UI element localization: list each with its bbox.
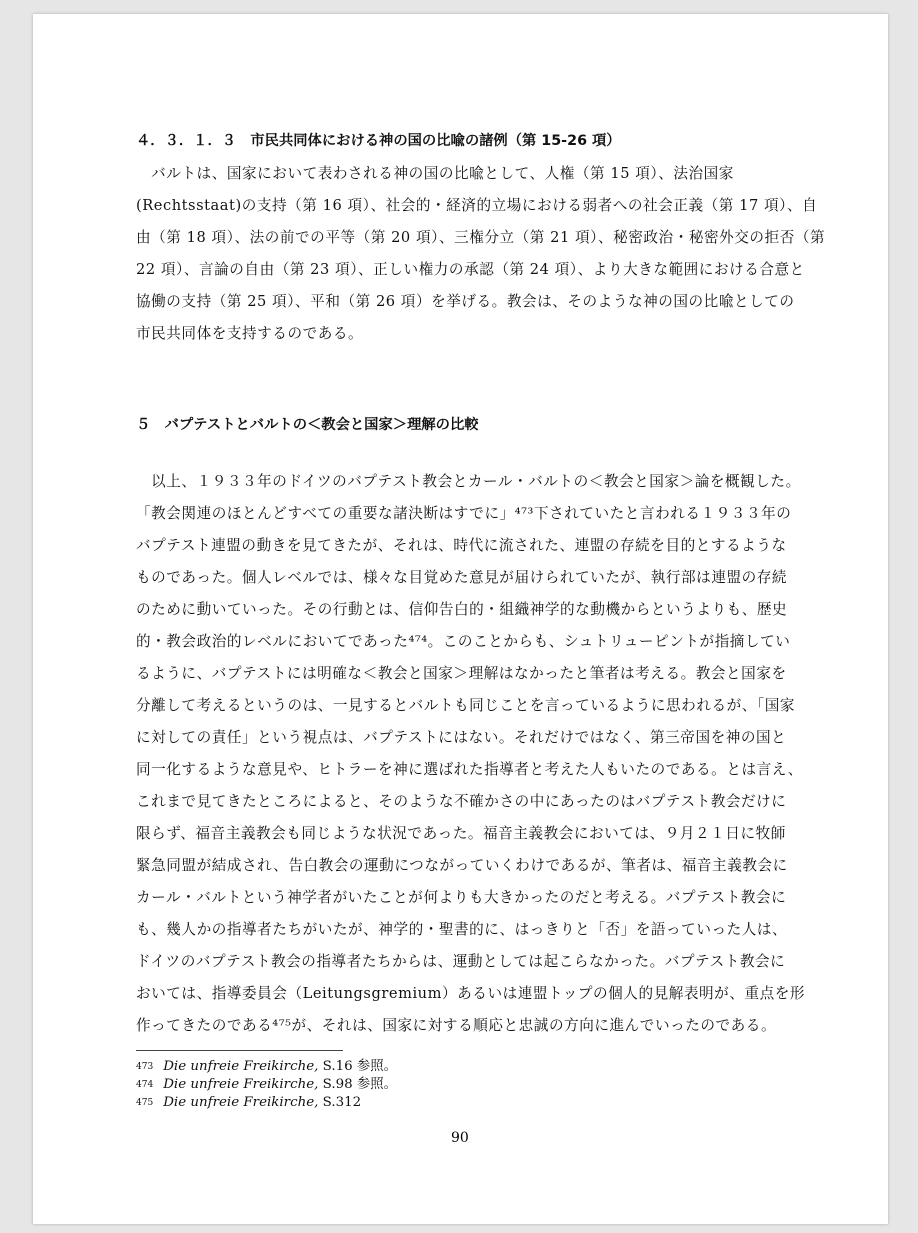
text-line: 緊急同盟が結成され、告白教会の運動につながっていくわけであるが、筆者は、福音主義教会に xyxy=(136,857,788,874)
text-line: 由（第 18 項）、法の前での平等（第 20 項）、三権分立（第 21 項）、秘密政治・秘密外交の拒否（第 xyxy=(136,229,826,246)
text-line: に対しての責任」という視点は、バプテストにはない。それだけではなく、第三帝国を神の国と xyxy=(136,729,787,746)
text-line: これまで見てきたところによると、そのような不確かさの中にあったのはバプテスト教会だけに xyxy=(136,793,787,810)
text-line: 22 項）、言論の自由（第 23 項）、正しい権力の承認（第 24 項）、より大きな範囲における合意と xyxy=(136,261,805,278)
text-line: るように、バプテストには明確な＜教会と国家＞理解はなかったと筆者は考える。教会と国家を xyxy=(136,665,787,682)
footnote-source-title: Die unfreie Freikirche, xyxy=(163,1059,319,1074)
document-page xyxy=(33,14,888,1224)
footnote-text: S.16 参照。 xyxy=(318,1059,398,1074)
footnote xyxy=(136,1077,397,1093)
text-line: 以上、１９３３年のドイツのバプテスト教会とカール・バルトの＜教会と国家＞論を概観した。 xyxy=(136,473,801,490)
text-line: 的・教会政治的レベルにおいてであった⁴⁷⁴。このことからも、シュトリューピントが指摘してい xyxy=(136,633,791,650)
footnote-divider xyxy=(136,1050,343,1051)
footnote-number: 475 xyxy=(136,1098,154,1108)
footnote-source-title: Die unfreie Freikirche, xyxy=(163,1077,319,1092)
text-line: 分離して考えるというのは、一見するとバルトも同じことを言っているように思われるが、「国家 xyxy=(136,697,796,714)
text-line: ものであった。個人レベルでは、様々な目覚めた意見が届けられていたが、執行部は連盟の存続 xyxy=(136,569,788,586)
text-line: のために動いていった。その行動とは、信仰告白的・組織神学的な動機からというよりも、歴史 xyxy=(136,601,788,618)
footnote-number: 473 xyxy=(136,1062,154,1072)
text-line: 同一化するような意見や、ヒトラーを神に選ばれた指導者と考えた人もいたのである。とは言え、 xyxy=(136,761,803,778)
text-line: バプテスト連盟の動きを見てきたが、それは、時代に流された、連盟の存続を目的とするような xyxy=(136,537,787,554)
text-line: 「教会関連のほとんどすべての重要な諸決断はすでに」⁴⁷³下されていたと言われる１９３３年の xyxy=(136,505,792,522)
text-line: おいては、指導委員会（Leitungsgremium）あるいは連盟トップの個人的見解表明が、重点を形 xyxy=(136,985,806,1002)
section-heading: ４．３．１．３ 市民共同体における神の国の比喩の諸例（第 15-26 項） xyxy=(136,133,621,149)
footnote-text: S.312 xyxy=(318,1095,362,1110)
footnote xyxy=(136,1095,361,1111)
footnote-source-title: Die unfreie Freikirche, xyxy=(163,1095,319,1110)
text-line: 作ってきたのである⁴⁷⁵が、それは、国家に対する順応と忠誠の方向に進んでいったのである。 xyxy=(136,1017,777,1034)
text-line: カール・バルトという神学者がいたことが何よりも大きかったのだと考える。バプテスト教会に xyxy=(136,889,787,906)
footnote-text: S.98 参照。 xyxy=(318,1077,398,1092)
footnote xyxy=(136,1059,397,1075)
text-line: 協働の支持（第 25 項）、平和（第 26 項）を挙げる。教会は、そのような神の国の比喩としての xyxy=(136,293,795,310)
text-line: 限らず、福音主義教会も同じような状況であった。福音主義教会においては、９月２１日に牧師 xyxy=(136,825,786,842)
text-line: ドイツのバプテスト教会の指導者たちからは、運動としては起こらなかった。バプテスト教会に xyxy=(136,953,786,970)
page-number: 90 xyxy=(451,1130,469,1146)
text-line: バルトは、国家において表わされる神の国の比喩として、人権（第 15 項）、法治国家 xyxy=(136,165,734,182)
section-heading: ５ バプテストとバルトの＜教会と国家＞理解の比較 xyxy=(136,417,479,433)
text-line: (Rechtsstaat)の支持（第 16 項）、社会的・経済的立場における弱者への社会正義（第 17 項）、自 xyxy=(136,197,818,214)
footnote-number: 474 xyxy=(136,1080,154,1090)
text-line: 市民共同体を支持するのである。 xyxy=(136,325,364,342)
text-line: も、幾人かの指導者たちがいたが、神学的・聖書的に、はっきりと「否」を語っていった人は、 xyxy=(136,921,788,938)
